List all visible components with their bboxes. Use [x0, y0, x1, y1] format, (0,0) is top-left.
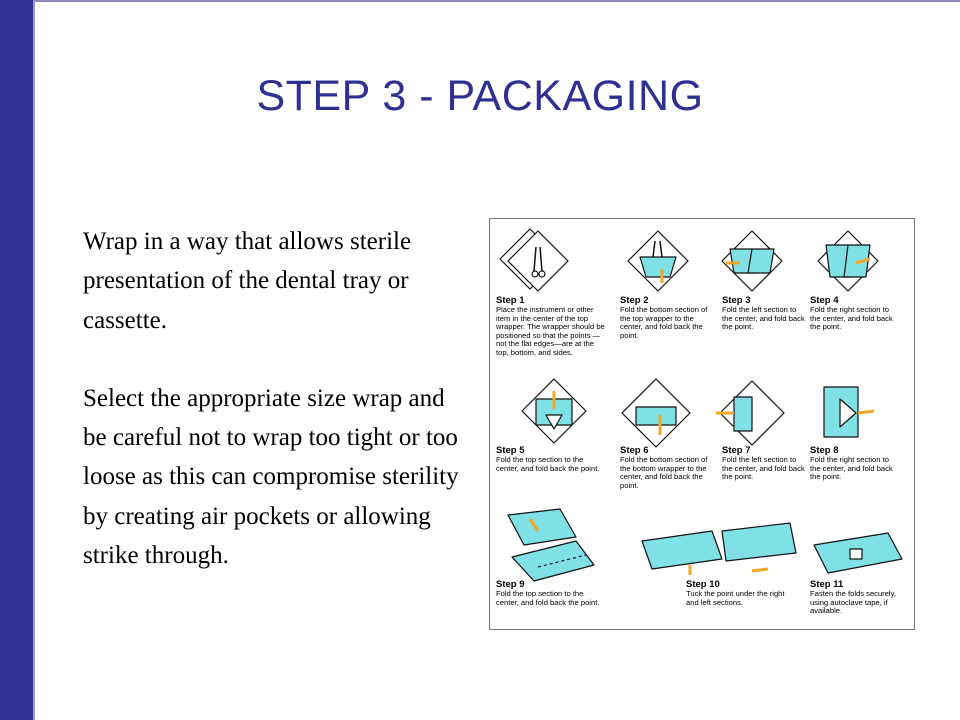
- step-7-caption: [722, 445, 806, 482]
- step-6-label: Step 6: [620, 445, 649, 456]
- left-accent-bar: [0, 0, 33, 720]
- step-9-illustration: [508, 509, 594, 581]
- step-6-text: Fold the bottom section of the bottom wrapper to the center, and fold back the point.: [620, 455, 708, 490]
- step-8-caption: [810, 445, 900, 482]
- step-10-text: Tuck the point under the right and left sections.: [686, 589, 785, 607]
- step-2-caption: [620, 295, 710, 340]
- step-10-label: Step 10: [686, 579, 720, 590]
- step-11-caption: [810, 579, 910, 616]
- step-9-text: Fold the top section to the center, and fold back the point.: [496, 589, 600, 607]
- step-1-label: Step 1: [496, 295, 525, 306]
- step-5-illustration: [522, 379, 586, 443]
- step-11-illustration: [814, 533, 902, 573]
- step-5-text: Fold the top section to the center, and fold back the point.: [496, 455, 600, 473]
- step-3-caption: [722, 295, 806, 332]
- step-8-label: Step 8: [810, 445, 839, 456]
- step-3-text: Fold the left section to the center, and fold back the point.: [722, 305, 805, 332]
- step-7-label: Step 7: [722, 445, 751, 456]
- step-4-illustration: [818, 231, 878, 291]
- step-3-illustration: [722, 231, 782, 291]
- step-6-illustration: [622, 379, 690, 447]
- step-5-caption: [496, 445, 606, 473]
- step-4-caption: [810, 295, 900, 332]
- step-3-label: Step 3: [722, 295, 751, 306]
- left-accent-line: [33, 0, 35, 720]
- step-8-text: Fold the right section to the center, and fold back the point.: [810, 455, 893, 482]
- step-7-illustration: [716, 381, 784, 445]
- step-7-text: Fold the left section to the center, and fold back the point.: [722, 455, 805, 482]
- paragraph-wrap-presentation: Wrap in a way that allows sterile presentation of the dental tray or cassette.: [83, 228, 412, 334]
- step-11-label: Step 11: [810, 579, 844, 590]
- step-11-text: Fasten the folds securely, using autoclave tape, if available.: [810, 589, 896, 616]
- step-2-illustration: [628, 231, 688, 291]
- step-4-text: Fold the right section to the center, and fold back the point.: [810, 305, 893, 332]
- step-1-caption: [496, 295, 606, 358]
- step-8-illustration: [824, 387, 874, 437]
- step-2-text: Fold the bottom section of the top wrapper to the center, and fold back the point.: [620, 305, 708, 340]
- step-1-illustration: [500, 229, 568, 291]
- step-4-label: Step 4: [810, 295, 839, 306]
- step-5-label: Step 5: [496, 445, 525, 456]
- step-10-caption: [686, 579, 786, 607]
- step-6-caption: [620, 445, 710, 490]
- top-border-line: [35, 0, 960, 2]
- step-1-text: Place the instrument or other item in the center of the top wrapper. The wrapper should be positioned so that the points —not the flat edges—are at the top, bottom, and sides.: [496, 305, 605, 357]
- step-2-label: Step 2: [620, 295, 649, 306]
- wrapping-illustrations: [490, 219, 914, 629]
- paragraph-wrap-size: Select the appropriate size wrap and be careful not to wrap too tight or too loose as this can compromise sterility by creating air pockets or allowing strike through.: [83, 384, 459, 570]
- step-9-caption: [496, 579, 606, 607]
- step-9-label: Step 9: [496, 579, 525, 590]
- slide-title: STEP 3 - PACKAGING: [256, 72, 704, 120]
- slide-body: [83, 222, 473, 614]
- wrapping-steps-figure: [489, 218, 915, 630]
- step-10-illustration: [642, 523, 796, 575]
